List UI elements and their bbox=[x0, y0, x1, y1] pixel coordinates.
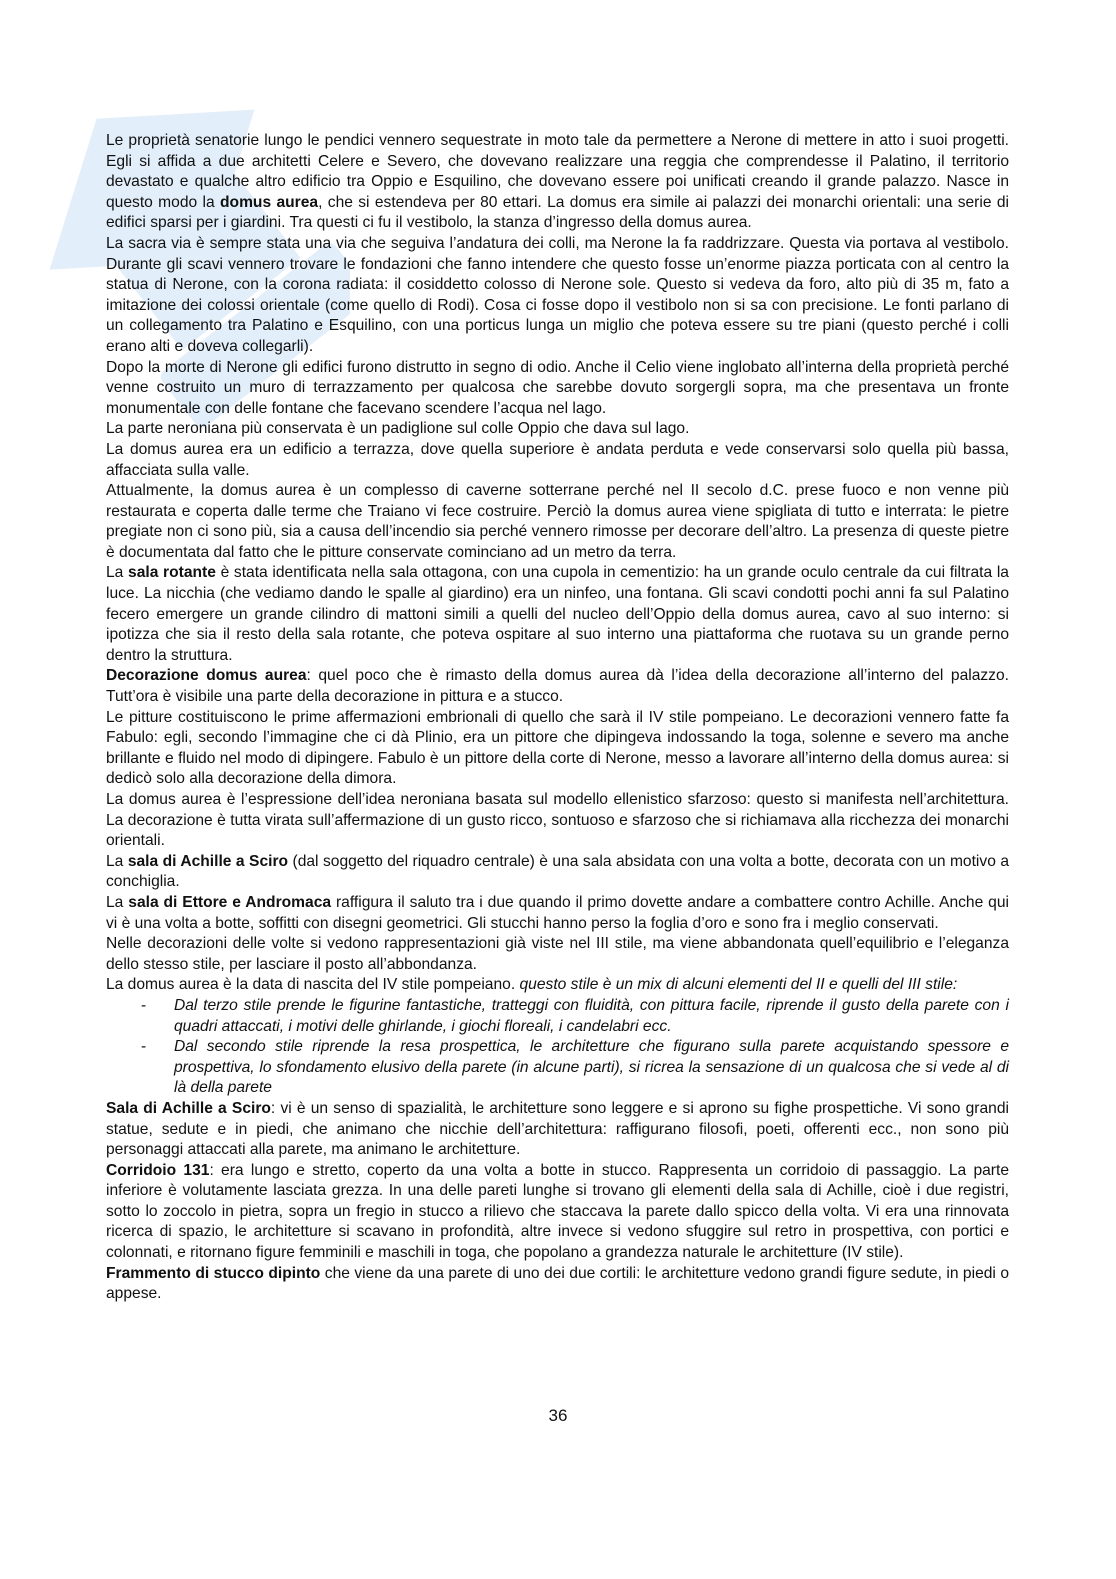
paragraph bbox=[106, 1099, 1009, 1161]
text-run: La bbox=[106, 893, 129, 911]
paragraph bbox=[106, 852, 1009, 893]
bold-term: sala di Ettore e Andromaca bbox=[128, 893, 332, 911]
text-run: La sacra via è sempre stata una via che seguiva l’andatura dei colli, ma Nerone la fa raddrizzare. Questa via portava al vestibolo. Durante gli scavi vennero trovare le fondazioni che fanno intendere che questo fosse un’enorme piazza porticata con al centro la statua di Nerone, con la corona radiata: il cosiddetto colosso di Nerone sole. Questo si vedeva da foro, alto più di 35 m, fato a imitazione dei colossi orientale (come quello di Rodi). Cosa ci fosse dopo il vestibolo non si sa con precisione. Le fonti parlano di un collegamento tra Palatino e Esquilino, con una porticus lunga un miglio che poteva essere su tre piani (questo perché i colli erano alti e doveva collegarli). bbox=[106, 234, 1009, 355]
text-run: La bbox=[106, 852, 128, 870]
document-body bbox=[106, 131, 1009, 1305]
bold-term: sala di Achille a Sciro bbox=[127, 852, 289, 870]
bullet-text: Dal terzo stile prende le figurine fantastiche, tratteggi con fluidità, con pittura facile, riprende il gusto della parete con i quadri attaccati, i motivi delle ghirlande, i giochi floreali, i candelabri ecc. bbox=[174, 996, 1009, 1035]
text-run: La domus aurea è l’espressione dell’idea neroniana basata sul modello ellenistico sfarzoso: questo si manifesta nell’architettura. La decorazione è tutta virata sull’affermazione di un gusto ricco, sontuoso e sfarzoso che si richiamava alla ricchezza dei monarchi orientali. bbox=[106, 791, 1009, 850]
text-run: : vi è un senso di spazialità, le architetture sono leggere e si aprono su fighe prospettiche. Vi sono grandi statue, sedute e in piedi, che animano che nicchie dell’architettura: raffigurano filosofi, poeti, offerenti ecc., non sono più personaggi attaccati alla parete, ma animano le architetture. bbox=[106, 1099, 1009, 1159]
text-run: raffigura il saluto tra i due quando il primo dovette andare a combattere contro Achille. Anche qui vi è una volta a botte, soffitti con disegni geometrici. Gli stucchi hanno perso la foglia d’oro e sono fra i meglio conservati. bbox=[106, 893, 1009, 932]
paragraph bbox=[106, 708, 1009, 790]
paragraph bbox=[106, 934, 1009, 975]
text-run: che viene da una parete di uno dei due cortili: le architetture vedono grandi figure sedute, in piedi o appese. bbox=[106, 1264, 1009, 1303]
paragraph bbox=[106, 563, 1009, 666]
paragraph bbox=[106, 481, 1009, 563]
paragraph bbox=[106, 1161, 1009, 1264]
text-run: Attualmente, la domus aurea è un complesso di caverne sotterrane perché nel II secolo d.C. prese fuoco e non venne più restaurata e coperta dalle terme che Traiano vi fece costruire. Perciò la domus aurea viene spigliata di tutto e interrata: le pietre pregiate non ci sono più, sia a causa dell’incendio sia perché vennero rimosse per decorare dell’altro. La presenza di queste pietre è documentata dal fatto che le pitture conservate cominciano ad un metro da terra. bbox=[106, 482, 1009, 561]
bold-term: domus aurea bbox=[220, 193, 319, 211]
text-run: Dopo la morte di Nerone gli edifici furono distrutto in segno di odio. Anche il Celio viene inglobato all’interna della proprietà perché venne costruito un muro di terrazzamento per qualcosa che sarebbe dovuto sorgergli sopra, ma che presentava un fronte monumentale con delle fontane che facevano scendere l’acqua nel lago. bbox=[106, 358, 1009, 417]
text-run: La bbox=[106, 564, 129, 582]
paragraph bbox=[106, 234, 1009, 358]
text-run: Nelle decorazioni delle volte si vedono rappresentazioni già viste nel III stile, ma viene abbandonata quell’equilibrio e l’eleganza dello stesso stile, per lasciare il posto all’abbondanza. bbox=[106, 935, 1009, 973]
text-run: La parte neroniana più conservata è un padiglione sul colle Oppio che dava sul lago. bbox=[106, 420, 690, 438]
bullet-text: Dal secondo stile riprende la resa prospettica, le architetture che figurano sulla parete acquistando spessore e prospettiva, lo sfondamento elusivo della parete (in alcune parti), si ricrea la sensazione di un qualcosa che si vede al di là della parete bbox=[174, 1038, 1009, 1097]
bold-term: Decorazione domus aurea bbox=[106, 667, 307, 685]
text-run: La domus aurea è la data di nascita del IV stile pompeiano. bbox=[106, 976, 520, 994]
paragraph bbox=[106, 440, 1009, 481]
bullet-item bbox=[106, 996, 1009, 1037]
text-run: : quel poco che è rimasto della domus aurea dà l’idea della decorazione all’interno del palazzo. Tutt’ora è visibile una parte della decorazione in pittura e a stucco. bbox=[106, 667, 1009, 706]
paragraph bbox=[106, 790, 1009, 852]
bullet-dash: - bbox=[141, 996, 147, 1014]
text-run: Le proprietà senatorie lungo le pendici vennero sequestrate in moto tale da permettere a Nerone di mettere in atto i suoi progetti. Egli si affida a due architetti Celere e Severo, che dovevano realizzare una reggia che comprendesse il Palatino, il territorio devastato e qualche altro edificio tra Oppio e Esquilino, che dovevano essere poi unificati creando il grande palazzo. Nasce in questo modo la bbox=[106, 132, 1009, 211]
bullet-item bbox=[106, 1037, 1009, 1099]
bullet-dash: - bbox=[141, 1038, 147, 1056]
bullet-list bbox=[106, 996, 1009, 1099]
page-number: 36 bbox=[548, 1406, 568, 1425]
paragraph bbox=[106, 131, 1009, 234]
bold-term: Frammento di stucco dipinto bbox=[106, 1264, 321, 1282]
paragraph bbox=[106, 893, 1009, 934]
paragraph bbox=[106, 419, 1009, 440]
bold-term: Sala di Achille a Sciro bbox=[106, 1099, 271, 1117]
paragraph bbox=[106, 1264, 1009, 1305]
bold-term: Corridoio 131 bbox=[106, 1161, 210, 1179]
italic-text: questo stile è un mix di alcuni elementi del II e quelli del III stile: bbox=[519, 976, 958, 994]
text-run: è stata identificata nella sala ottagona, con una cupola in cementizio: ha un grande oculo centrale da cui filtrata la luce. La nicchia (che vediamo dando le spalle al giardino) era un ninfeo, una fontana. Gli scavi condotti pochi anni fa sul Palatino fecero emergere un grande cilindro di mattoni simili a quelli del nucleo dell’Oppio della domus aurea, cavo al suo interno: si ipotizza che sia il resto della sala rotante, che poteva ospitare al suo interno una piattaforma che ruotava su un grande perno dentro la struttura. bbox=[106, 564, 1009, 664]
paragraphs-after-list bbox=[106, 1099, 1009, 1305]
text-run: La domus aurea era un edificio a terrazza, dove quella superiore è andata perduta e vede conservarsi solo quella più bassa, affacciata sulla valle. bbox=[106, 440, 1009, 479]
paragraph bbox=[106, 358, 1009, 420]
paragraph bbox=[106, 666, 1009, 707]
paragraph bbox=[106, 975, 1009, 996]
paragraphs-before-list bbox=[106, 131, 1009, 996]
text-run: , che si estendeva per 80 ettari. La domus era simile ai palazzi dei monarchi orientali: una serie di edifici sparsi per i giardini. Tra questi ci fu il vestibolo, la stanza d’ingresso della domus aurea. bbox=[106, 193, 1009, 232]
text-run: Le pitture costituiscono le prime affermazioni embrionali di quello che sarà il IV stile pompeiano. Le decorazioni vennero fatte fa Fabulo: egli, secondo l’immagine che ci dà Plinio, era un pittore che dipingeva indossando la toga, solenne e severo ma anche brillante e fluido nel modo di dipingere. Fabulo è un pittore della corte di Nerone, messo a lavorare all’interno della domus aurea: si dedicò solo alla decorazione della dimora. bbox=[106, 708, 1009, 788]
text-run: (dal soggetto del riquadro centrale) è una sala absidata con una volta a botte, decorata con un motivo a conchiglia. bbox=[106, 852, 1009, 891]
bold-term: sala rotante bbox=[128, 564, 216, 582]
text-run: : era lungo e stretto, coperto da una volta a botte in stucco. Rappresenta un corridoio di passaggio. La parte inferiore è volutamente lasciata grezza. In una delle pareti lunghe si trovano gli elementi della sala di Achille, cioè i due registri, sotto lo zoccolo in pietra, sopra un fregio in stucco a rilievo che staccava la parete dallo spicco della volta. Vi era una rinnovata ricerca di spazio, le architetture si scavano in profondità, altre invece si vedono sfuggire sul retro in prospettiva, con portici e colonnati, e ritornano figure femminili e maschili in toga, che popolano a grandezza naturale le architetture (IV stile). bbox=[106, 1161, 1009, 1262]
